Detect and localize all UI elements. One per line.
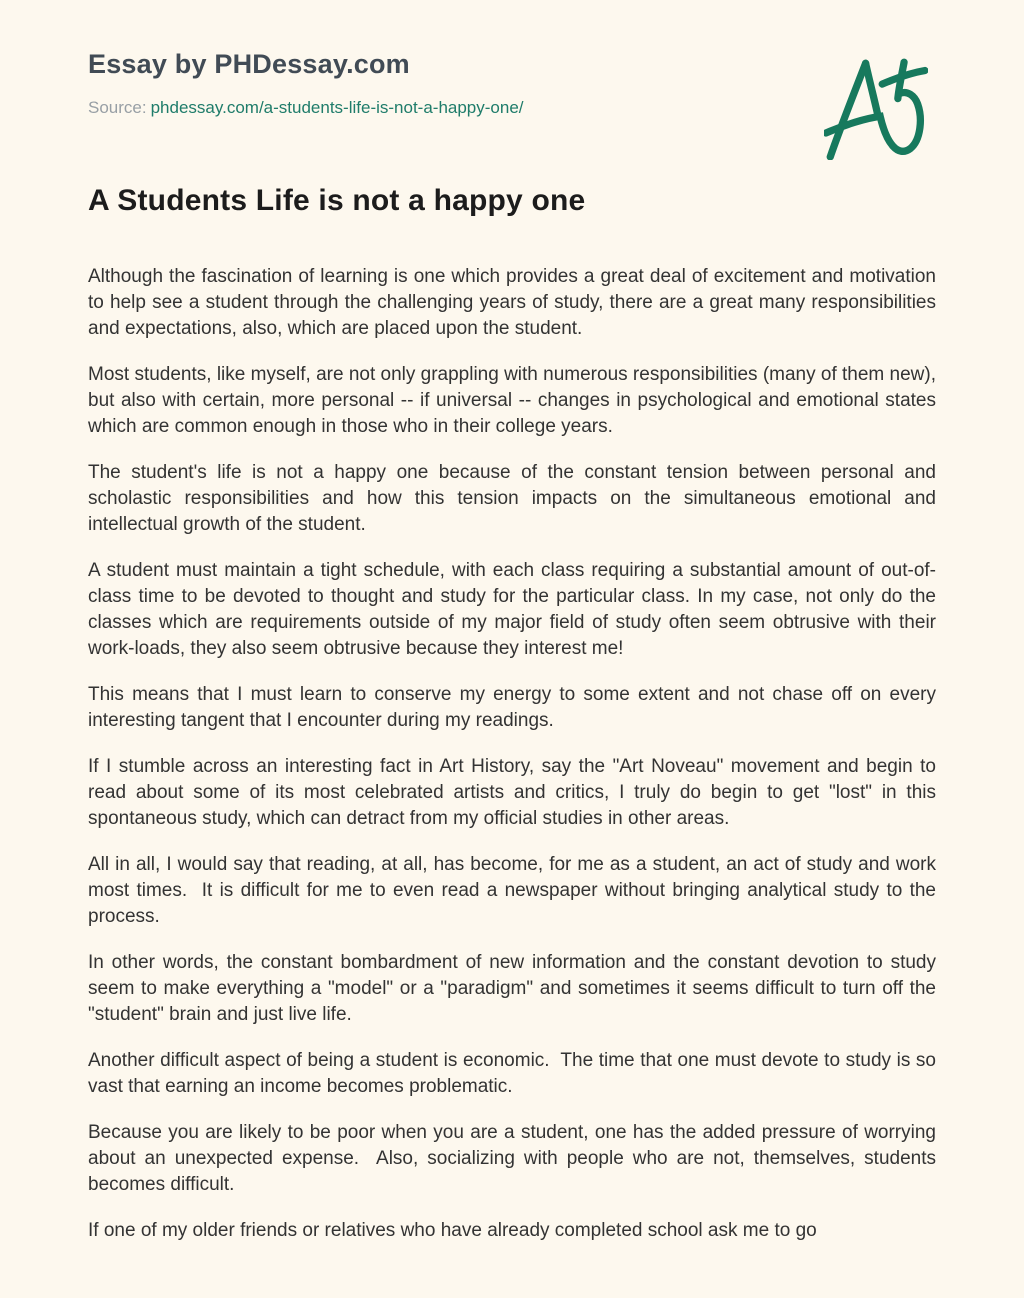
essay-title: A Students Life is not a happy one	[88, 184, 586, 217]
source-url-link[interactable]: phdessay.com/a-students-life-is-not-a-happy-one/	[150, 98, 524, 117]
essay-body	[88, 264, 942, 1244]
essay-paragraph: If I stumble across an interesting fact in Art History, say the "Art Noveau" movement and begin to read about some of its most celebrated artists and critics, I truly do begin to get "lost" in this spontaneous study, which can detract from my official studies in other areas.	[88, 756, 942, 829]
essay-paragraph: Although the fascination of learning is one which provides a great deal of excitement and motivation to help see a student through the challenging years of study, there are a great many responsibilities and expectations, also, which are placed upon the student.	[88, 266, 942, 339]
essay-paragraph: All in all, I would say that reading, at all, has become, for me as a student, an act of study and work most times. It is difficult for me to even read a newspaper without bringing analytical study to the process.	[88, 854, 942, 927]
site-header-title: Essay by PHDessay.com	[88, 49, 410, 79]
document-header	[88, 0, 936, 119]
essay-paragraph: In other words, the constant bombardment of new information and the constant devotion to study seem to make everything a "model" or a "paradigm" and sometimes it seems difficult to turn off the "student" brain and just live life.	[88, 952, 942, 1025]
essay-paragraph: Because you are likely to be poor when you are a student, one has the added pressure of worrying about an unexpected expense. Also, socializing with people who are not, themselves, students becomes difficult.	[88, 1122, 942, 1195]
phdessay-aplus-logo-icon	[824, 56, 928, 160]
essay-paragraph: Another difficult aspect of being a student is economic. The time that one must devote to study is so vast that earning an income becomes problematic.	[88, 1050, 942, 1097]
essay-paragraph: Most students, like myself, are not only grappling with numerous responsibilities (many of them new), but also with certain, more personal -- if universal -- changes in psychological and emotional states which are common enough in those who in their college years.	[88, 364, 942, 437]
essay-paragraph: A student must maintain a tight schedule, with each class requiring a substantial amount of out-of-class time to be devoted to thought and study for the particular class. In my case, not only do the classes which are requirements outside of my major field of study often seem obtrusive with their work-loads, they also seem obtrusive because they interest me!	[88, 560, 942, 659]
source-line	[88, 97, 936, 119]
source-label: Source:	[88, 98, 147, 117]
essay-paragraph: This means that I must learn to conserve my energy to some extent and not chase off on every interesting tangent that I encounter during my readings.	[88, 684, 942, 731]
essay-paragraph: If one of my older friends or relatives who have already completed school ask me to go	[88, 1220, 817, 1241]
essay-paragraph: The student's life is not a happy one because of the constant tension between personal and scholastic responsibilities and how this tension impacts on the simultaneous emotional and intellectual growth of the student.	[88, 462, 942, 535]
